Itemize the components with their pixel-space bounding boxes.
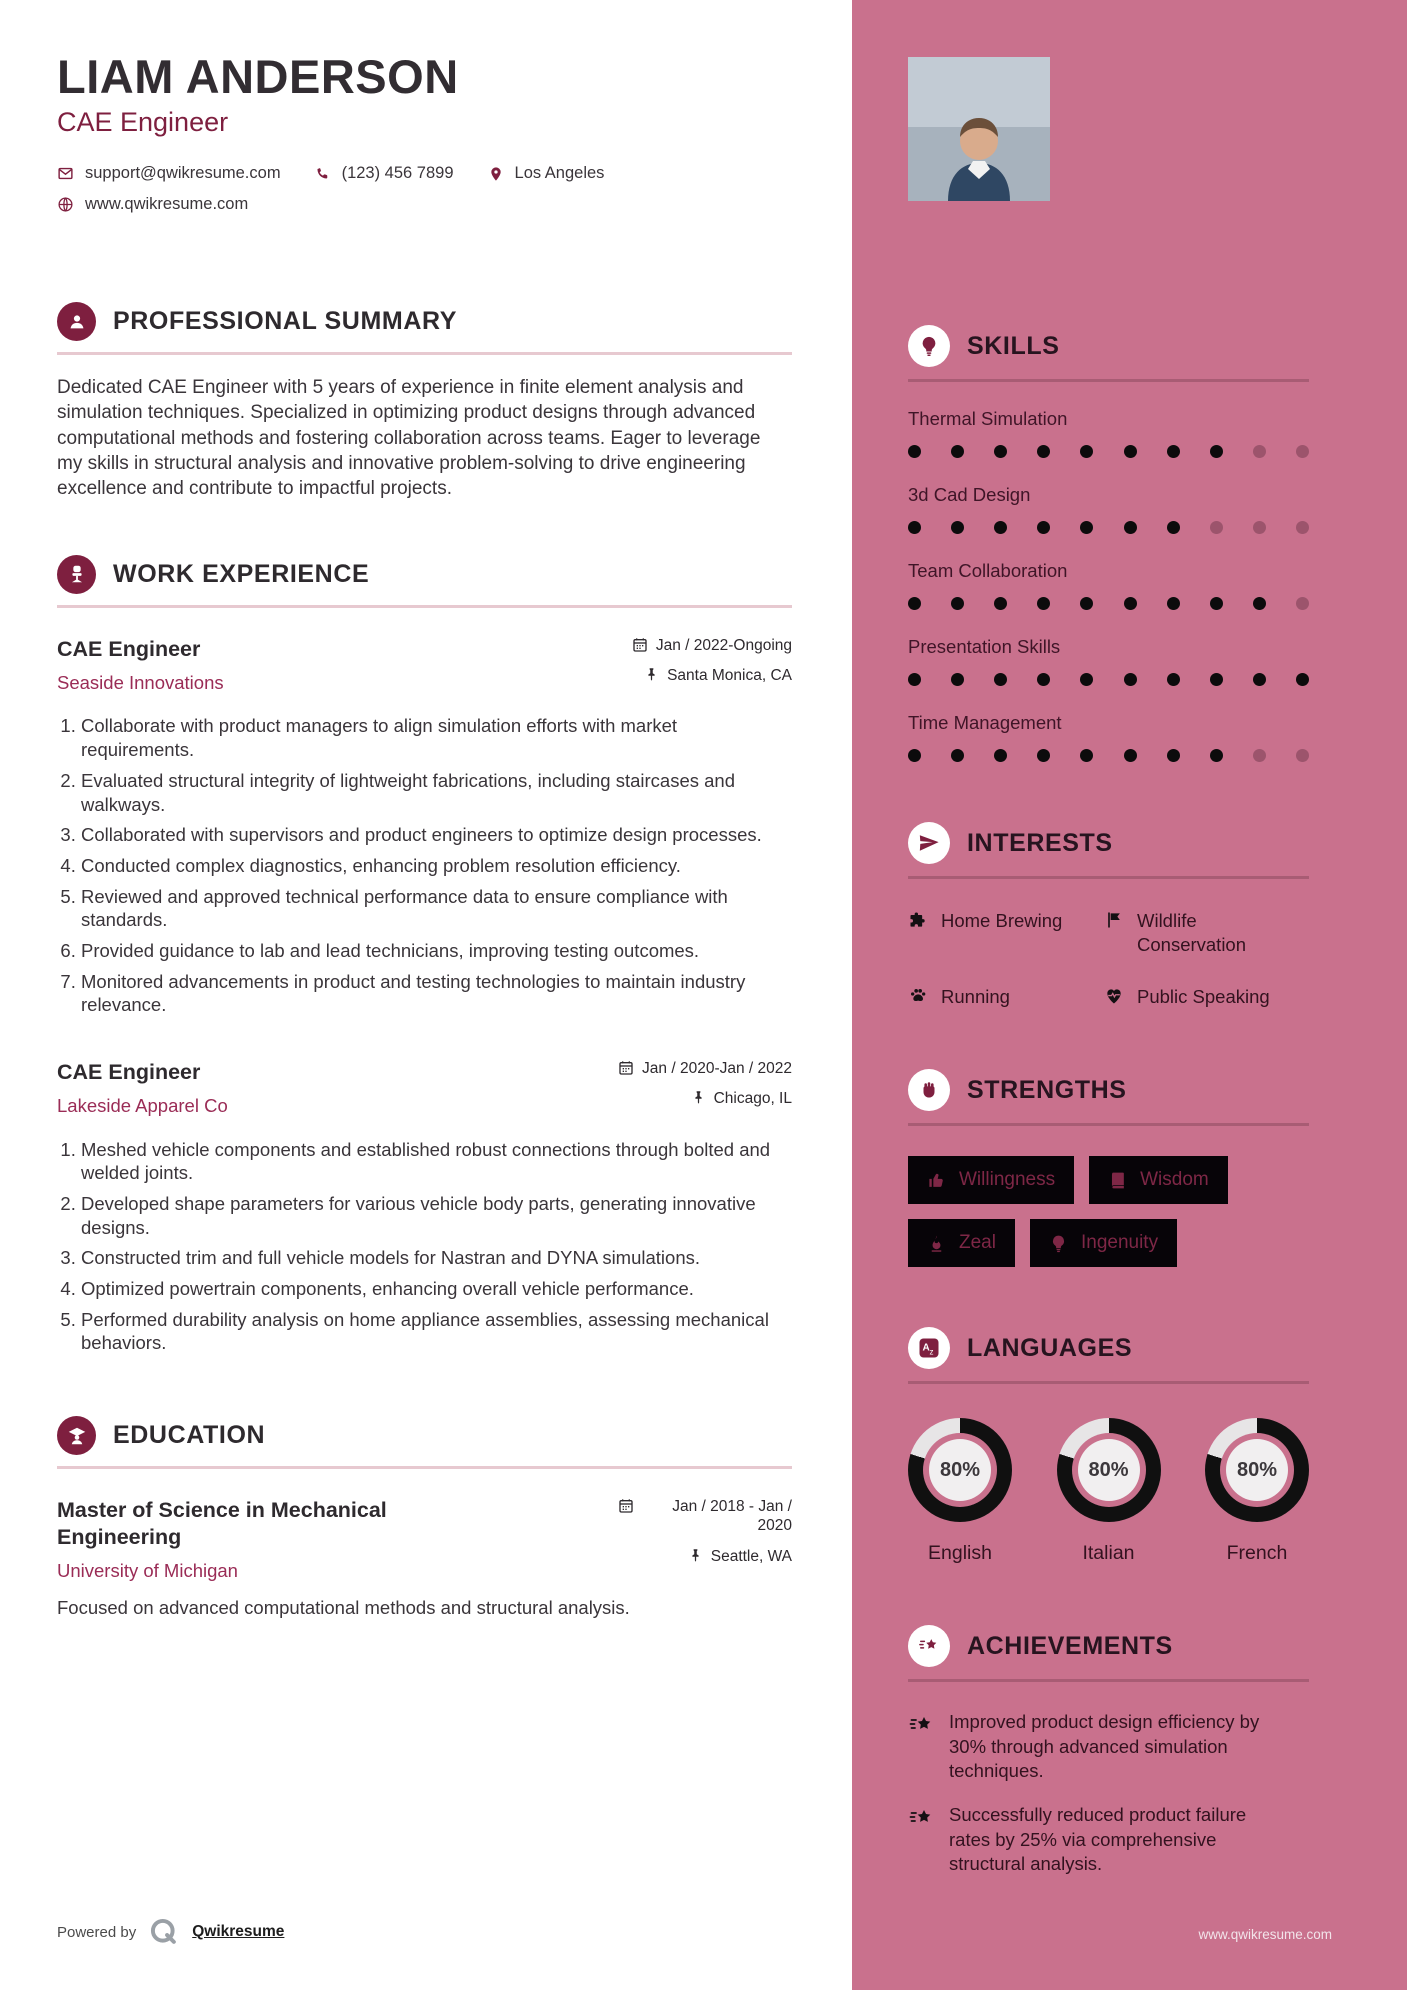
education-heading: EDUCATION	[113, 1421, 266, 1449]
achievements-heading: ACHIEVEMENTS	[967, 1631, 1173, 1660]
skill-name: Presentation Skills	[908, 636, 1061, 657]
skill-dot	[1296, 521, 1309, 534]
job-bullet: 5. Reviewed and approved technical performance data to ensure compliance with standards.	[81, 885, 792, 932]
footer-left	[57, 1916, 792, 1948]
interest-item	[1104, 909, 1309, 957]
skill-dot	[951, 445, 964, 458]
skill-dot	[1210, 597, 1223, 610]
skill-dot	[994, 673, 1007, 686]
job-entry	[57, 636, 792, 1017]
languages-list	[908, 1418, 1309, 1565]
divider	[57, 1466, 792, 1469]
job-bullet: 1. Collaborate with product managers to align simulation efforts with market requirements.	[81, 714, 792, 761]
language-percent: 80%	[1226, 1439, 1288, 1501]
skill-dot	[1124, 673, 1137, 686]
skill-name: 3d Cad Design	[908, 484, 1031, 505]
languages-heading: LANGUAGES	[967, 1333, 1133, 1362]
interests-section	[908, 822, 1309, 1009]
language-item	[1205, 1418, 1309, 1565]
skill-dot	[1296, 749, 1309, 762]
job-title: CAE Engineer	[57, 636, 201, 661]
globe-icon	[57, 196, 74, 213]
calendar-icon	[632, 637, 648, 653]
phone-icon	[315, 166, 331, 182]
star-icon	[908, 1712, 934, 1783]
achievement-text: Improved product design efficiency by 30% through advanced simulation techniques.	[949, 1711, 1260, 1781]
skill-dot	[1210, 445, 1223, 458]
graduation-icon	[57, 1416, 96, 1455]
skill-item	[908, 408, 1309, 458]
skill-item	[908, 560, 1309, 610]
interests-heading: INTERESTS	[967, 828, 1113, 857]
skill-item	[908, 484, 1309, 534]
skill-name: Team Collaboration	[908, 560, 1068, 581]
skill-level-dots	[908, 673, 1309, 686]
job-bullets	[57, 714, 792, 1016]
calendar-icon	[618, 1498, 634, 1514]
summary-section	[57, 302, 792, 500]
interest-label: Public Speaking	[1137, 986, 1270, 1008]
person-title: CAE Engineer	[57, 107, 229, 138]
job-bullet: 4. Optimized powertrain components, enhancing overall vehicle performance.	[81, 1277, 792, 1301]
qwikresume-logo-icon	[148, 1916, 180, 1948]
degree-title: Master of Science in Mechanical Engineering	[57, 1498, 387, 1549]
lightbulb-icon	[1049, 1234, 1068, 1253]
strength-pill	[1089, 1156, 1228, 1204]
calendar-icon	[618, 1060, 634, 1076]
summary-text: Dedicated CAE Engineer with 5 years of experience in finite element analysis and simulation techniques. Specialized in optimizing product designs through advanced computational methods and fostering collaboration across teams. Eager to leverage my skills in structural analysis and innovative problem-solving to drive engineering excellence and contribute to impactful projects.	[57, 377, 761, 499]
skill-dot	[1253, 673, 1266, 686]
skill-dot	[1080, 673, 1093, 686]
skill-level-dots	[908, 445, 1309, 458]
divider	[908, 876, 1309, 879]
achievement-item	[908, 1710, 1309, 1783]
skill-dot	[1167, 521, 1180, 534]
shooting-star-icon	[908, 1625, 950, 1667]
contact-website[interactable]	[57, 195, 248, 214]
skill-dot	[1253, 445, 1266, 458]
phone-text: (123) 456 7899	[341, 164, 454, 183]
skill-dot	[908, 673, 921, 686]
strengths-heading: STRENGTHS	[967, 1075, 1127, 1104]
language-label: English	[928, 1542, 992, 1565]
interests-list	[908, 909, 1309, 1009]
person-icon	[57, 302, 96, 341]
job-bullets	[57, 1138, 792, 1355]
svg-text:z: z	[929, 1347, 934, 1357]
skill-dot	[1080, 749, 1093, 762]
lightbulb-icon	[908, 325, 950, 367]
job-location: Santa Monica, CA	[667, 667, 792, 685]
skill-dot	[1124, 749, 1137, 762]
interest-item	[1104, 985, 1309, 1009]
strength-pill	[908, 1156, 1074, 1204]
skill-name: Time Management	[908, 712, 1062, 733]
skill-dot	[1037, 749, 1050, 762]
job-company: Seaside Innovations	[57, 671, 224, 693]
skill-dot	[1037, 597, 1050, 610]
skill-dot	[994, 521, 1007, 534]
skill-dot	[1167, 673, 1180, 686]
language-label: French	[1226, 1542, 1288, 1565]
language-label: Italian	[1082, 1542, 1135, 1565]
divider	[908, 1679, 1309, 1682]
skill-dot	[1080, 521, 1093, 534]
strength-label: Zeal	[959, 1232, 996, 1254]
skill-dot	[1037, 445, 1050, 458]
skill-dot	[951, 521, 964, 534]
job-bullet: 6. Provided guidance to lab and lead technicians, improving testing outcomes.	[81, 939, 792, 963]
skill-dot	[1253, 521, 1266, 534]
skill-level-dots	[908, 521, 1309, 534]
jobs-list	[57, 636, 792, 1355]
website-text: www.qwikresume.com	[85, 195, 249, 214]
skill-dot	[1253, 749, 1266, 762]
envelope-icon	[57, 165, 74, 182]
contact-location	[488, 164, 605, 183]
strength-pill	[1030, 1219, 1177, 1267]
skill-dot	[908, 597, 921, 610]
map-pin-icon	[488, 166, 504, 182]
job-entry	[57, 1059, 792, 1355]
language-donut	[908, 1418, 1012, 1522]
education-location: Seattle, WA	[710, 1547, 792, 1565]
skills-heading: SKILLS	[967, 331, 1060, 360]
skill-item	[908, 712, 1309, 762]
contact-email[interactable]	[57, 164, 281, 183]
skill-dot	[1210, 749, 1223, 762]
job-bullet: 5. Performed durability analysis on home appliance assemblies, assessing mechanical behaviors.	[81, 1308, 792, 1355]
interest-label: Running	[941, 986, 1010, 1008]
language-item	[908, 1418, 1012, 1565]
skill-dot	[1167, 749, 1180, 762]
skill-dot	[1080, 445, 1093, 458]
language-item	[1057, 1418, 1161, 1565]
profile-photo	[908, 57, 1050, 201]
heartbeat-icon	[1104, 986, 1124, 1006]
job-title: CAE Engineer	[57, 1059, 201, 1084]
skill-dot	[908, 521, 921, 534]
skills-section	[908, 325, 1309, 762]
work-heading: WORK EXPERIENCE	[113, 559, 370, 588]
job-bullet: 1. Meshed vehicle components and established robust connections through bolted and welded joints.	[81, 1138, 792, 1185]
education-dates: Jan / 2018 - Jan / 2020	[672, 1498, 792, 1535]
interest-label: Wildlife Conservation	[1137, 910, 1247, 956]
right-column	[852, 0, 1407, 1990]
skill-dot	[1037, 673, 1050, 686]
divider	[57, 352, 792, 355]
skill-dot	[994, 445, 1007, 458]
skill-dot	[951, 597, 964, 610]
work-section	[57, 555, 792, 1362]
paw-icon	[908, 986, 928, 1006]
languages-section	[908, 1327, 1309, 1565]
skill-dot	[908, 445, 921, 458]
skill-dot	[951, 749, 964, 762]
flag-icon	[1104, 910, 1124, 930]
job-bullet: 7. Monitored advancements in product and testing technologies to maintain industry relevance.	[81, 970, 792, 1017]
skill-dot	[1296, 597, 1309, 610]
svg-text:A: A	[922, 1342, 930, 1354]
skill-dot	[951, 673, 964, 686]
skill-dot	[1253, 597, 1266, 610]
fist-icon	[908, 1069, 950, 1111]
skill-item	[908, 636, 1309, 686]
strengths-list	[908, 1156, 1309, 1267]
person-name: LIAM ANDERSON	[57, 50, 459, 103]
interest-label: Home Brewing	[941, 910, 1063, 931]
skill-dot	[1296, 445, 1309, 458]
skill-dot	[994, 597, 1007, 610]
skill-dot	[908, 749, 921, 762]
achievements-list	[908, 1710, 1309, 1876]
skill-dot	[1296, 673, 1309, 686]
strengths-section	[908, 1069, 1309, 1267]
book-icon	[1108, 1171, 1127, 1190]
contact-block	[57, 164, 792, 214]
language-percent: 80%	[1078, 1439, 1140, 1501]
location-text: Los Angeles	[514, 164, 605, 183]
job-bullet: 3. Constructed trim and full vehicle models for Nastran and DYNA simulations.	[81, 1246, 792, 1270]
skills-list	[908, 408, 1309, 762]
school-name: University of Michigan	[57, 1559, 238, 1581]
email-text: support@qwikresume.com	[85, 164, 281, 183]
language-donut	[1205, 1418, 1309, 1522]
skill-dot	[1124, 445, 1137, 458]
summary-heading: PROFESSIONAL SUMMARY	[113, 307, 457, 336]
job-bullet: 3. Collaborated with supervisors and product engineers to optimize design processes.	[81, 823, 792, 847]
skill-name: Thermal Simulation	[908, 408, 1068, 429]
strength-pill	[908, 1219, 1015, 1267]
job-bullet: 4. Conducted complex diagnostics, enhancing problem resolution efficiency.	[81, 854, 792, 878]
qwikresume-link[interactable]: Qwikresume	[192, 1923, 285, 1940]
skill-level-dots	[908, 749, 1309, 762]
skill-dot	[1167, 597, 1180, 610]
divider	[908, 1123, 1309, 1126]
thumbs-up-icon	[927, 1171, 946, 1190]
job-bullet: 2. Developed shape parameters for various vehicle body parts, generating innovative designs.	[81, 1192, 792, 1239]
strength-label: Willingness	[959, 1169, 1056, 1191]
puzzle-icon	[908, 910, 928, 930]
office-chair-icon	[57, 555, 96, 594]
achievement-text: Successfully reduced product failure rates by 25% via comprehensive structural analysis.	[949, 1804, 1247, 1875]
strength-label: Ingenuity	[1080, 1232, 1159, 1254]
job-location: Chicago, IL	[713, 1090, 792, 1108]
skill-dot	[1167, 445, 1180, 458]
achievements-section	[908, 1625, 1309, 1876]
skill-dot	[1210, 673, 1223, 686]
pushpin-icon	[644, 667, 659, 682]
skill-dot	[1124, 521, 1137, 534]
pushpin-icon	[691, 1090, 706, 1105]
interest-item	[908, 909, 1104, 957]
translate-icon	[908, 1327, 950, 1369]
education-section	[57, 1416, 792, 1620]
skill-dot	[994, 749, 1007, 762]
language-percent: 80%	[929, 1439, 991, 1501]
divider	[57, 605, 792, 608]
skill-level-dots	[908, 597, 1309, 610]
paper-plane-icon	[908, 822, 950, 864]
job-dates: Jan / 2022-Ongoing	[655, 636, 792, 654]
skill-dot	[1037, 521, 1050, 534]
footer-website[interactable]: www.qwikresume.com	[1198, 1927, 1332, 1942]
education-entry	[57, 1497, 792, 1620]
job-bullet: 2. Evaluated structural integrity of lightweight fabrications, including staircases and walkways.	[81, 769, 792, 816]
divider	[908, 379, 1309, 382]
education-description: Focused on advanced computational methods and structural analysis.	[57, 1596, 630, 1618]
skill-dot	[1080, 597, 1093, 610]
skill-dot	[1124, 597, 1137, 610]
job-company: Lakeside Apparel Co	[57, 1094, 228, 1116]
star-icon	[908, 1805, 934, 1876]
job-dates: Jan / 2020-Jan / 2022	[642, 1059, 792, 1077]
contact-phone[interactable]	[315, 164, 454, 183]
achievement-item	[908, 1803, 1309, 1876]
language-donut	[1057, 1418, 1161, 1522]
divider	[908, 1381, 1309, 1384]
flame-icon	[927, 1234, 946, 1253]
strength-label: Wisdom	[1140, 1169, 1209, 1191]
skill-dot	[1210, 521, 1223, 534]
powered-by-text: Powered by	[57, 1923, 137, 1941]
interest-item	[908, 985, 1104, 1009]
pushpin-icon	[688, 1548, 703, 1563]
